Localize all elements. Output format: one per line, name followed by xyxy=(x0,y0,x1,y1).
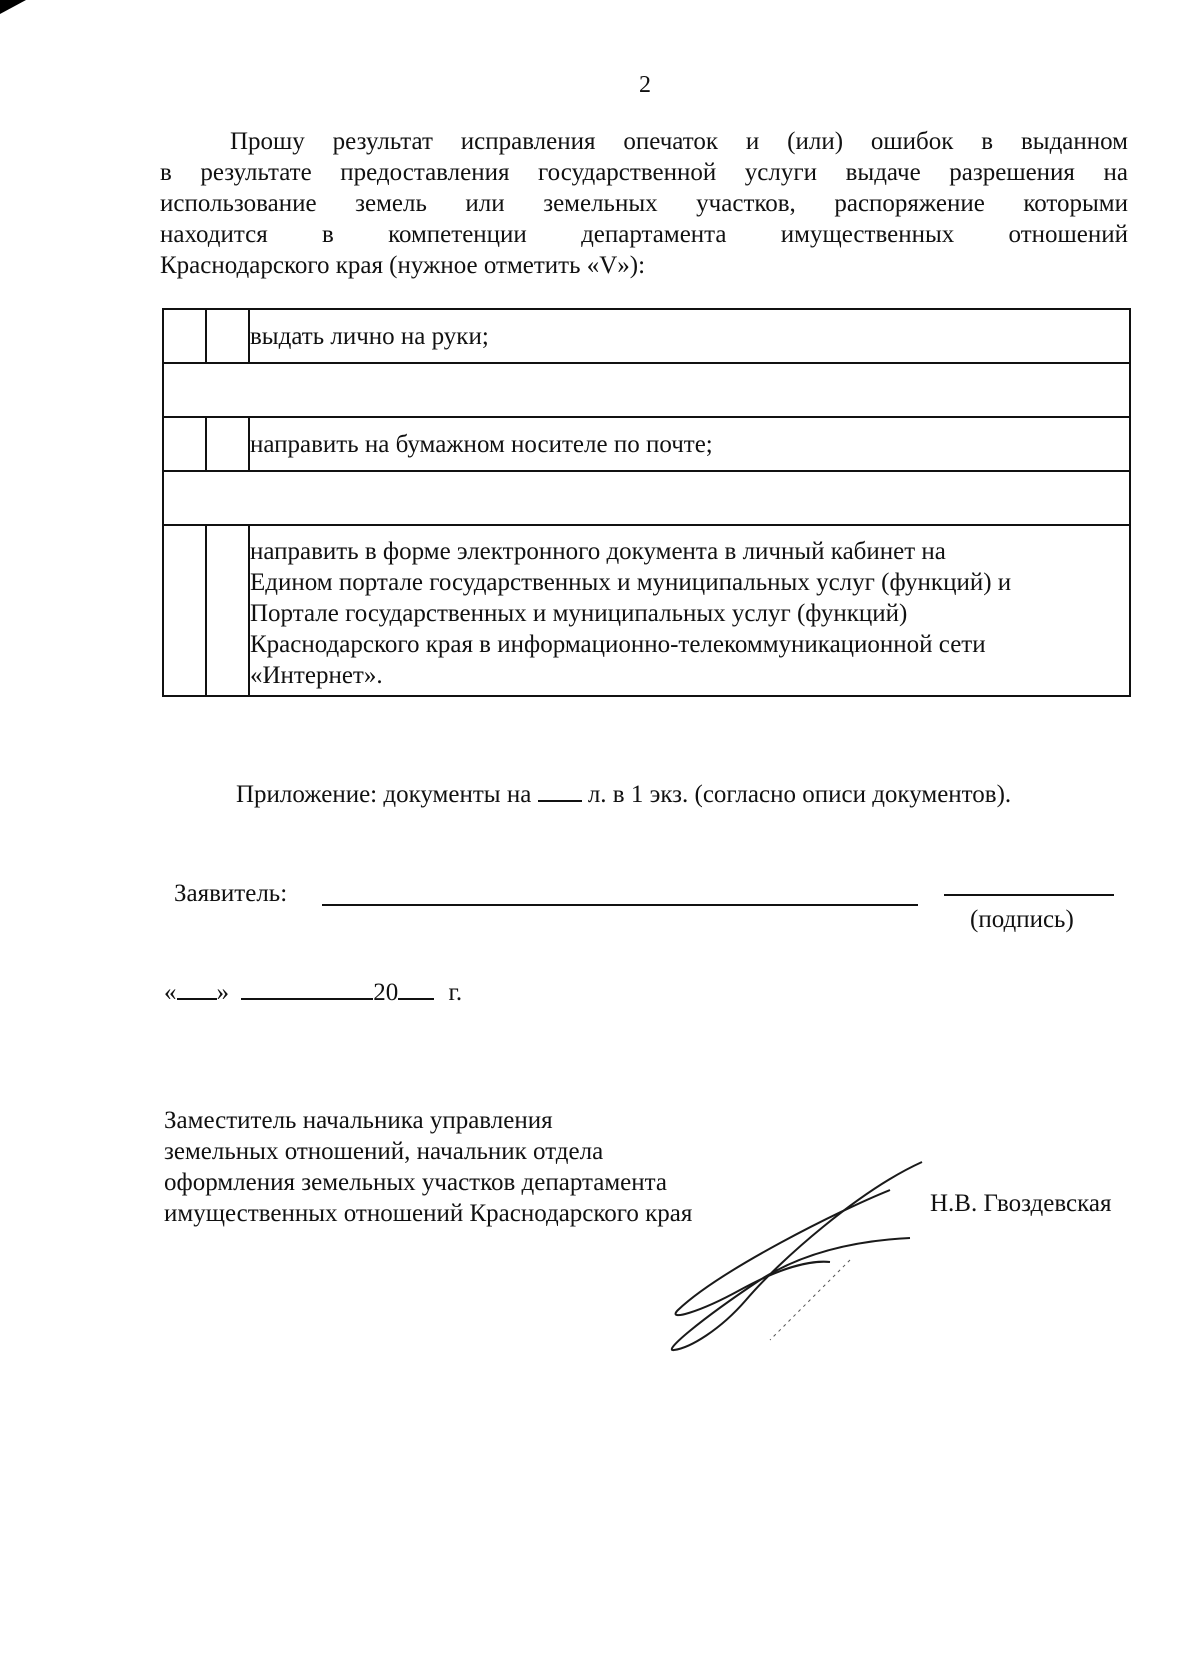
date-close-quote: » xyxy=(216,979,229,1006)
applicant-name-field[interactable] xyxy=(322,904,918,906)
date-month-field[interactable] xyxy=(241,976,373,1000)
option-text-line: направить в форме электронного документа в личный кабинет на xyxy=(250,538,946,565)
option-text-line: «Интернет». xyxy=(250,662,383,689)
option-spacer-row xyxy=(163,363,1130,417)
request-paragraph xyxy=(160,126,1128,281)
option-marker-cell xyxy=(163,417,206,471)
option-marker-cell xyxy=(163,309,206,363)
official-title-line: оформления земельных участков департамента xyxy=(164,1169,667,1196)
date-year-prefix: 20 xyxy=(373,979,399,1006)
scan-corner-mark xyxy=(0,0,26,14)
date-year-field[interactable] xyxy=(398,976,434,1000)
option-row xyxy=(163,525,1130,696)
option-checkbox[interactable] xyxy=(206,525,249,696)
official-title-line: имущественных отношений Краснодарского края xyxy=(164,1200,693,1227)
official-title-line: земельных отношений, начальник отдела xyxy=(164,1138,604,1165)
handwritten-signature xyxy=(660,1150,940,1360)
date-year-suffix: г. xyxy=(448,979,463,1006)
official-title xyxy=(164,1105,692,1229)
date-open-quote: « xyxy=(164,979,177,1006)
option-label-electronic xyxy=(249,525,1130,696)
delivery-options-table xyxy=(162,308,1131,697)
paragraph-line: находится в компетенции департамента имущественных отношений xyxy=(160,221,1128,248)
option-text-line: Едином портале государственных и муниципальных услуг (функций) и xyxy=(250,569,1012,596)
option-marker-cell xyxy=(163,525,206,696)
option-text-line: Портале государственных и муниципальных услуг (функций) xyxy=(250,600,908,627)
attachment-suffix: л. в 1 экз. (согласно описи документов). xyxy=(587,781,1012,808)
date-line xyxy=(164,976,462,1007)
paragraph-line: Прошу результат исправления опечаток и (или) ошибок в выданном xyxy=(230,128,1128,155)
option-row xyxy=(163,417,1130,471)
option-checkbox[interactable] xyxy=(206,309,249,363)
page-number: 2 xyxy=(639,72,651,98)
option-spacer-row xyxy=(163,471,1130,525)
official-title-line: Заместитель начальника управления xyxy=(164,1107,553,1134)
attachment-pages-field[interactable] xyxy=(538,778,582,802)
option-text-line: Краснодарского края в информационно-телекоммуникационной сети xyxy=(250,631,986,658)
option-label-in-person: выдать лично на руки; xyxy=(249,309,1130,363)
paragraph-line: Краснодарского края (нужное отметить «V»): xyxy=(160,252,646,279)
paragraph-line: в результате предоставления государственной услуги выдаче разрешения на xyxy=(160,159,1128,186)
attachment-prefix: Приложение: документы на xyxy=(236,781,532,808)
official-name: Н.В. Гвоздевская xyxy=(930,1190,1112,1217)
applicant-label: Заявитель: xyxy=(174,880,288,907)
signature-caption: (подпись) xyxy=(970,906,1074,933)
option-label-by-mail: направить на бумажном носителе по почте; xyxy=(249,417,1130,471)
applicant-signature-field[interactable] xyxy=(944,894,1114,896)
date-day-field[interactable] xyxy=(177,976,217,1000)
option-checkbox[interactable] xyxy=(206,417,249,471)
attachment-line xyxy=(236,778,1011,809)
option-row xyxy=(163,309,1130,363)
paragraph-line: использование земель или земельных участков, распоряжение которыми xyxy=(160,190,1128,217)
